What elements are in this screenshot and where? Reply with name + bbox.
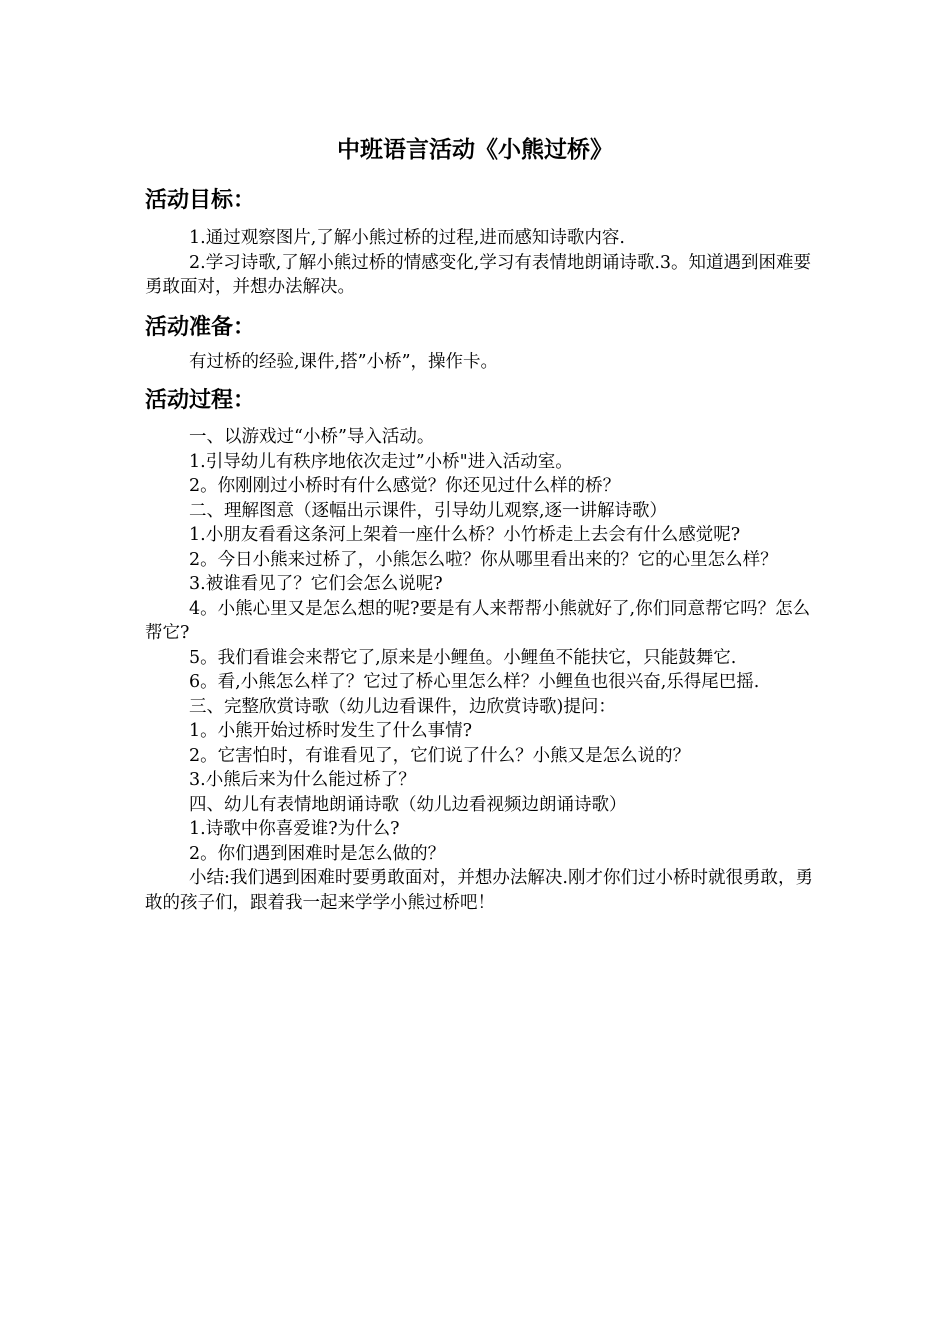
process-paragraph: 二、理解图意（逐幅出示课件，引导幼儿观察,逐一讲解诗歌） <box>189 500 668 521</box>
process-paragraph: 6。看,小熊怎么样了？它过了桥心里怎么样？小鲤鱼也很兴奋,乐得尾巴摇. <box>189 672 760 692</box>
goals-section <box>145 226 825 300</box>
document-title: 中班语言活动《小熊过桥》 <box>337 137 613 163</box>
process-paragraph: 2。你们遇到困难时是怎么做的？ <box>189 843 446 864</box>
preparation-paragraph: 有过桥的经验,课件,搭”小桥”，操作卡。 <box>189 352 499 372</box>
process-heading: 活动过程： <box>145 388 256 413</box>
process-paragraph: 1.引导幼儿有秩序地依次走过”小桥"进入活动室。 <box>189 451 573 472</box>
process-paragraph: 3.小熊后来为什么能过桥了？ <box>189 770 416 790</box>
process-paragraph: 四、幼儿有表情地朗诵诗歌（幼儿边看视频边朗诵诗歌） <box>189 794 627 815</box>
preparation-section <box>145 350 825 375</box>
process-paragraph: 1.小朋友看看这条河上架着一座什么桥？小竹桥走上去会有什么感觉呢? <box>189 525 741 545</box>
goals-heading: 活动目标： <box>145 188 256 213</box>
process-paragraph: 4。小熊心里又是怎么想的呢?要是有人来帮帮小熊就好了,你们同意帮它吗？怎么帮它? <box>145 598 811 643</box>
process-paragraph: 小结:我们遇到困难时要勇敢面对，并想办法解决.刚才你们过小桥时就很勇敢，勇敢的孩子们，跟着我一起来学学小熊过桥吧！ <box>145 868 813 913</box>
process-paragraph: 三、完整欣赏诗歌（幼儿边看课件，边欣赏诗歌)提问： <box>189 696 616 717</box>
process-section <box>145 425 825 915</box>
process-paragraph: 1.诗歌中你喜爱谁?为什么? <box>189 819 400 839</box>
process-paragraph: 3.被谁看见了？它们会怎么说呢? <box>189 574 443 594</box>
goals-paragraph: 2.学习诗歌,了解小熊过桥的情感变化,学习有表情地朗诵诗歌.3。知道遇到困难要勇敢面对，并想办法解决。 <box>145 252 812 297</box>
process-paragraph: 2。你刚刚过小桥时有什么感觉？你还见过什么样的桥？ <box>189 476 621 496</box>
process-paragraph: 一、以游戏过“小桥”导入活动。 <box>189 427 435 447</box>
process-paragraph: 5。我们看谁会来帮它了,原来是小鲤鱼。小鲤鱼不能扶它，只能鼓舞它. <box>189 647 737 668</box>
process-paragraph: 2。它害怕时，有谁看见了，它们说了什么？小熊又是怎么说的？ <box>189 745 691 766</box>
process-paragraph: 2。今日小熊来过桥了，小熊怎么啦？你从哪里看出来的？它的心里怎么样？ <box>189 549 778 570</box>
process-paragraph: 1。小熊开始过桥时发生了什么事情? <box>189 721 473 741</box>
goals-paragraph: 1.通过观察图片,了解小熊过桥的过程,进而感知诗歌内容. <box>189 228 625 248</box>
preparation-heading: 活动准备： <box>145 315 256 340</box>
